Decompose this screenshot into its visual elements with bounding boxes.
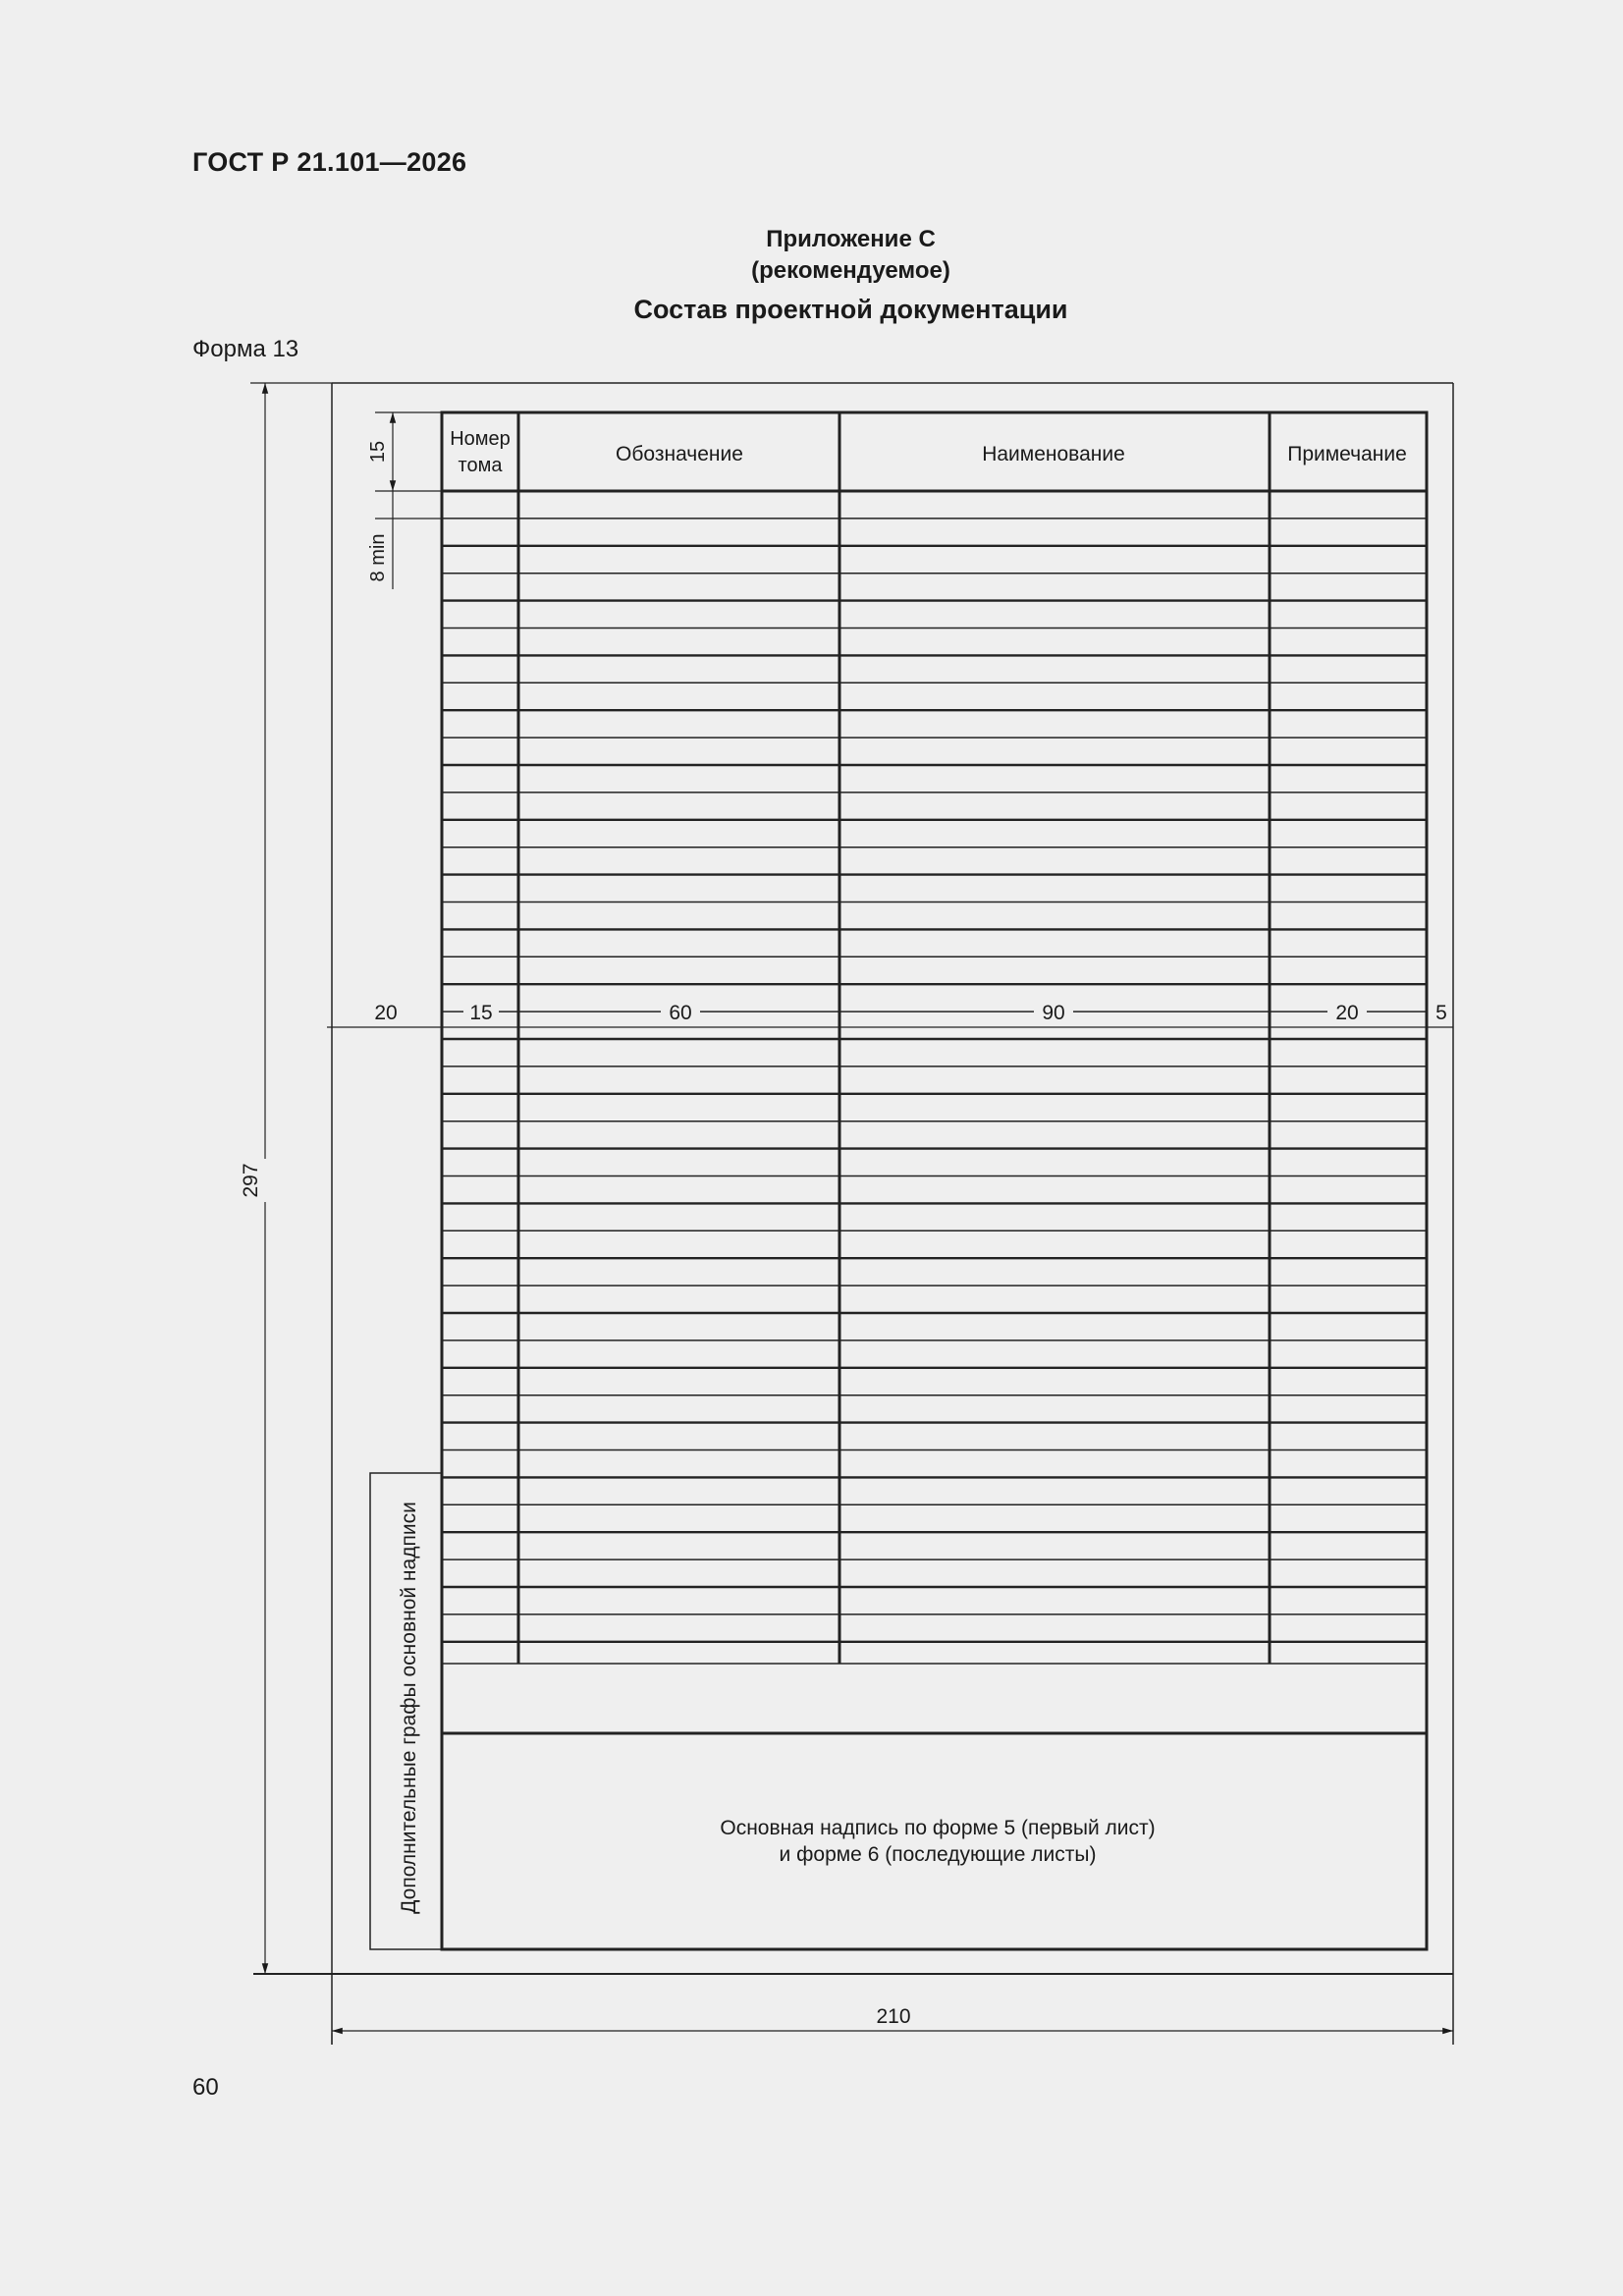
col-number-line1: Номер [450,428,511,450]
dim-row-height-label: 8 min [367,533,389,582]
dim-left-margin: 20 [374,1002,398,1024]
col-name: Наименование [982,443,1125,465]
dim-sheet-width-label: 210 [876,2005,911,2028]
title-block-line1: Основная надпись по форме 5 (первый лист) [720,1817,1156,1839]
dim-header-height-label: 15 [367,440,389,464]
dim-col3: 90 [1042,1002,1065,1024]
sheet-outline [332,383,1453,2045]
appendix-kind: (рекомендуемое) [751,257,950,284]
appendix-name: Состав проектной документации [633,295,1068,324]
side-strip-label: Дополнительные графы основной надписи [398,1502,420,1914]
title-block-line2: и форме 6 (последующие листы) [779,1843,1097,1866]
col-note: Примечание [1287,443,1407,465]
document-id: ГОСТ Р 21.101—2026 [192,147,467,177]
inner-frame [442,412,1427,1949]
form-label: Форма 13 [192,336,299,362]
table-lines [442,412,1427,1664]
dim-col1: 15 [469,1002,493,1024]
appendix-title: Приложение С [766,226,936,252]
col-number-line2: тома [458,455,503,476]
dim-col2: 60 [669,1002,692,1024]
dim-sheet-width [332,2031,1453,2045]
page-number: 60 [192,2074,219,2101]
dim-sheet-height-label: 297 [240,1163,262,1198]
col-designation: Обозначение [616,443,743,465]
dim-right-margin: 5 [1435,1002,1447,1024]
dim-col4: 20 [1335,1002,1359,1024]
